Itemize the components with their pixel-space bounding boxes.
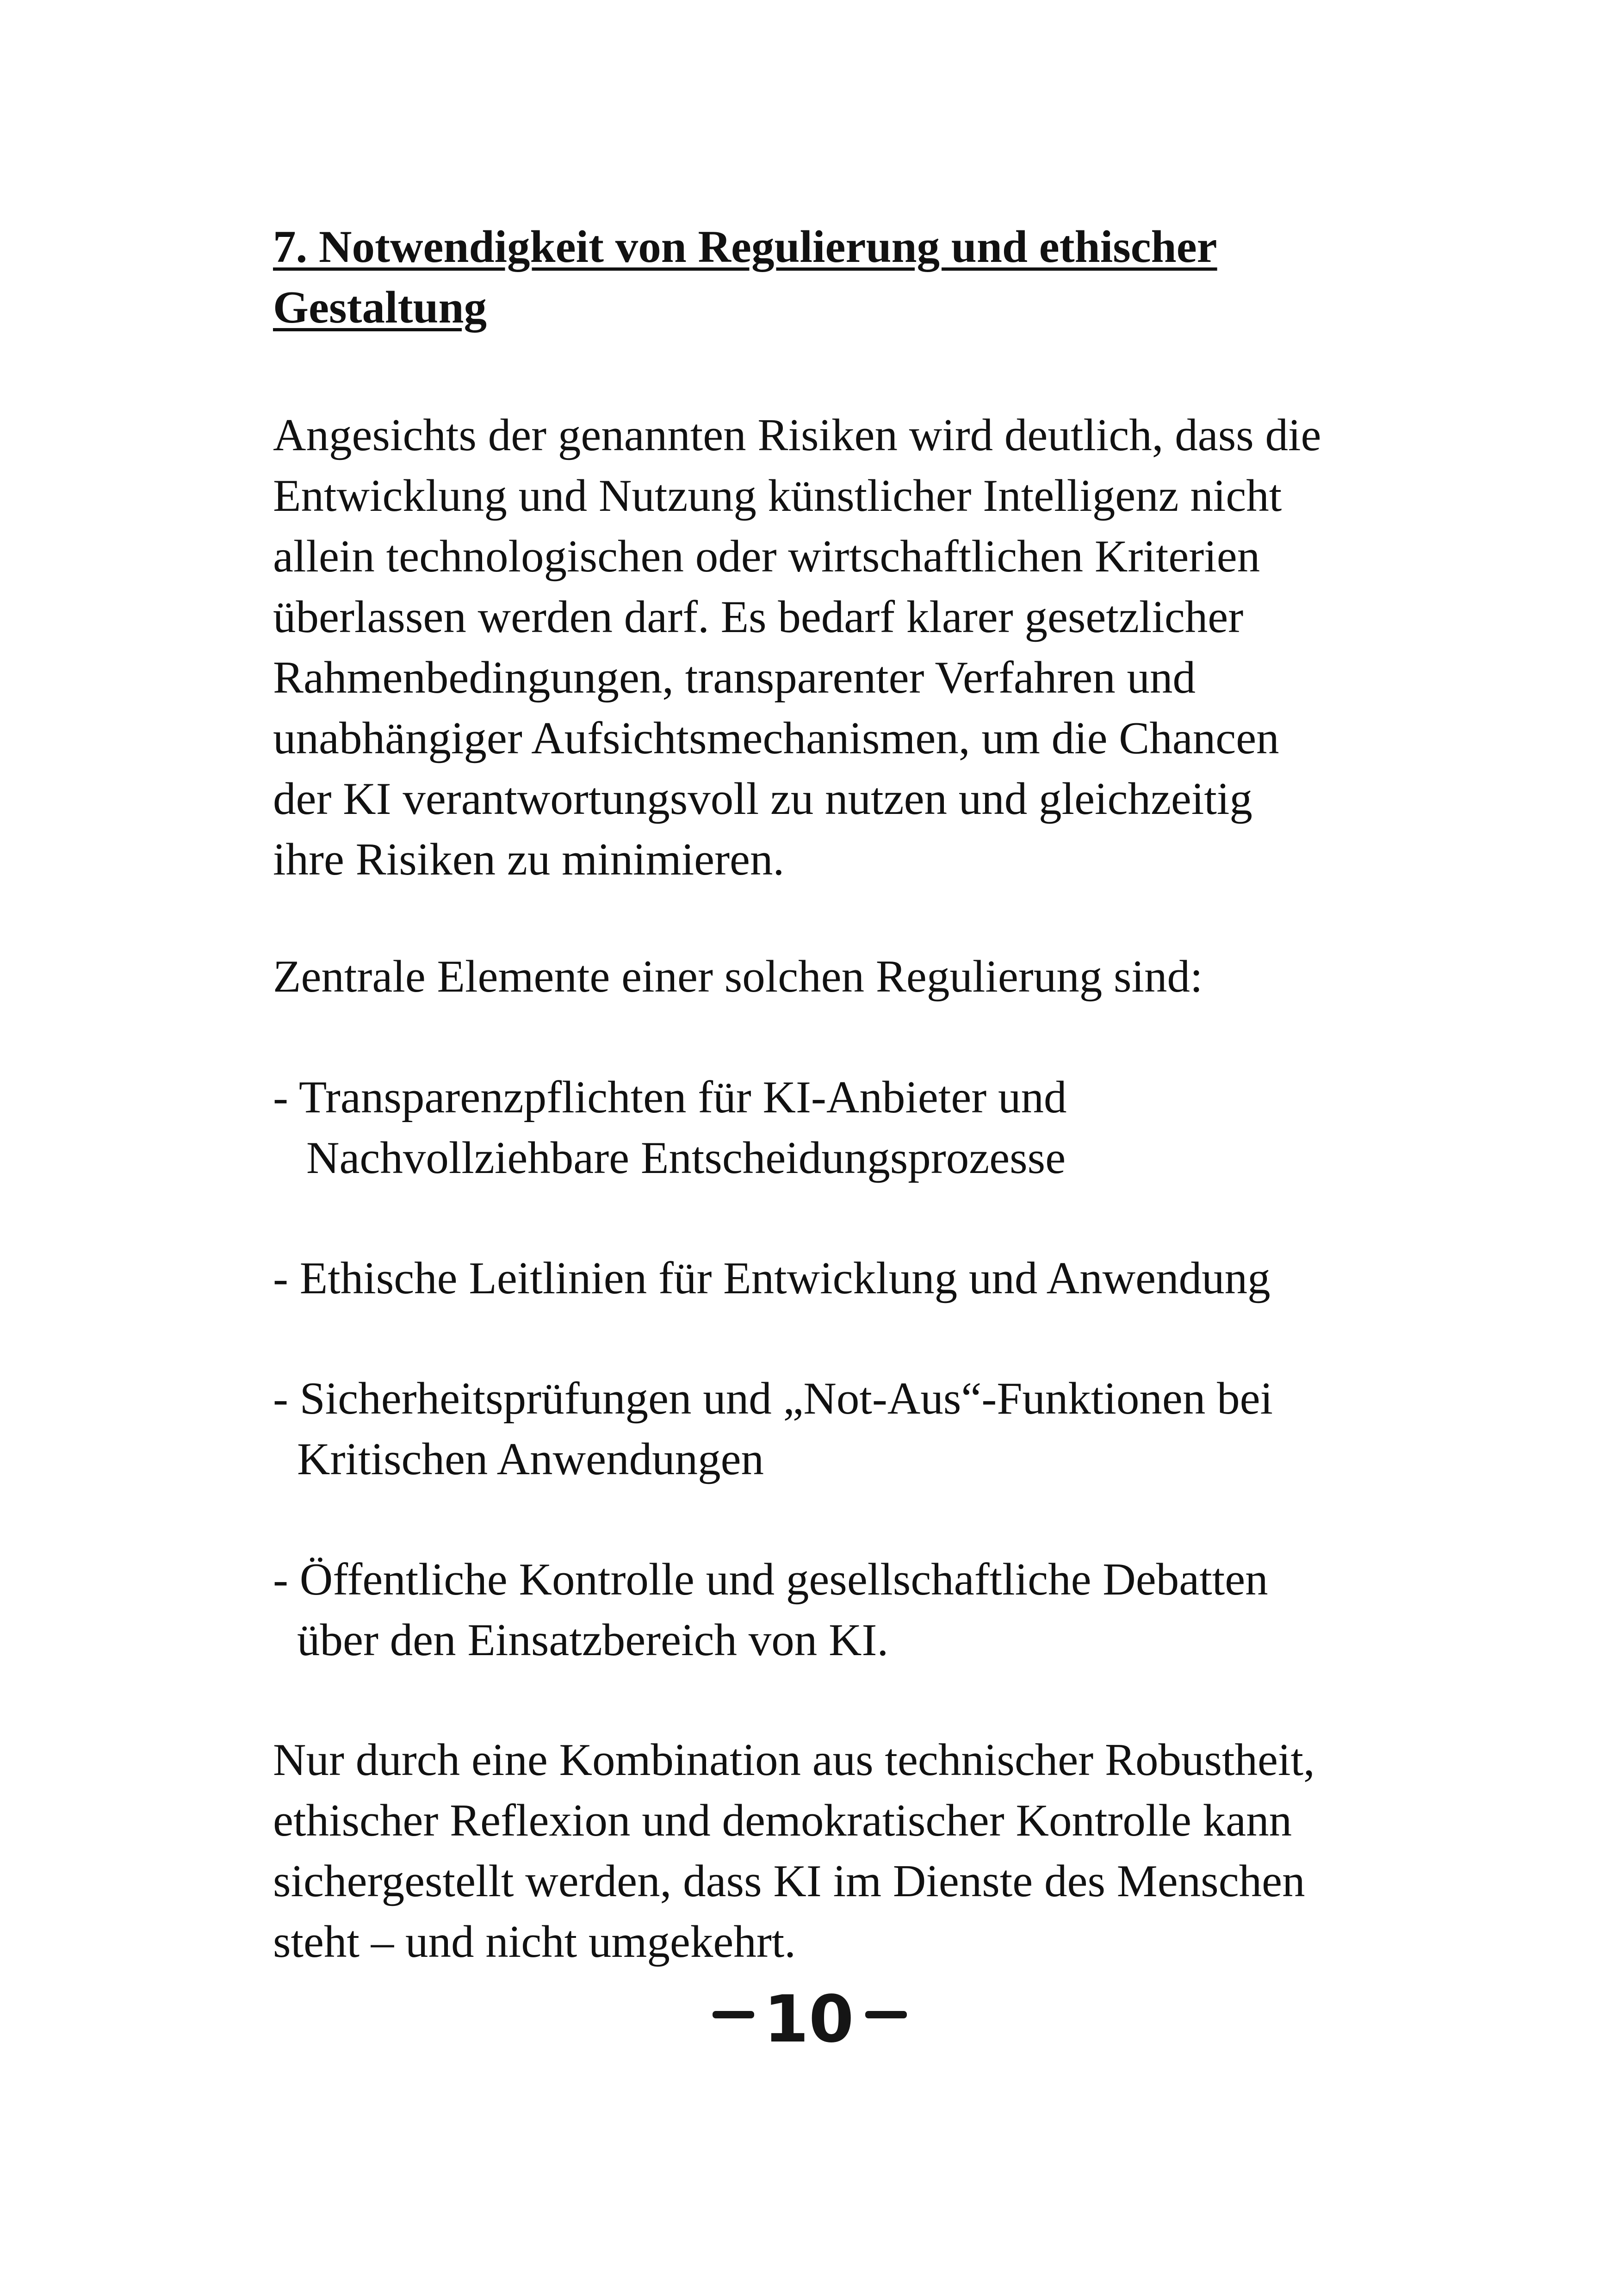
list-item-line: - Transparenzpflichten für KI-Anbieter und (273, 1072, 1067, 1123)
list-item (273, 1067, 1485, 1188)
text-line: Angesichts der genannten Risiken wird deutlich, dass die (273, 410, 1321, 460)
list-item-continuation: Nachvollziehbare Entscheidungsprozesse (306, 1133, 1066, 1183)
list-item (273, 1248, 1485, 1309)
text-line: Entwicklung und Nutzung künstlicher Intelligenz nicht (273, 471, 1282, 521)
list-item-continuation: Kritischen Anwendungen (297, 1434, 764, 1484)
text-line: überlassen werden darf. Es bedarf klarer gesetzlicher (273, 592, 1244, 642)
text-line: unabhängiger Aufsichtsmechanismen, um die Chancen (273, 713, 1279, 763)
list-item-line: - Ethische Leitlinien für Entwicklung und Anwendung (273, 1253, 1271, 1303)
heading-line: 7. Notwendigkeit von Regulierung und ethischer (273, 222, 1217, 272)
page-number-dash (865, 2011, 907, 2018)
conclusion-paragraph (273, 1730, 1485, 1972)
intro-paragraph (273, 405, 1485, 890)
heading-line: Gestaltung (273, 282, 487, 333)
section-heading (273, 217, 1430, 338)
list-item-continuation: über den Einsatzbereich von KI. (297, 1615, 889, 1665)
text-line: Zentrale Elemente einer solchen Regulierung sind: (273, 951, 1203, 1002)
text-line: steht – und nicht umgekehrt. (273, 1917, 796, 1967)
text-line: der KI verantwortungsvoll zu nutzen und gleichzeitig (273, 774, 1252, 824)
text-line: ihre Risiken zu minimieren. (273, 834, 785, 885)
text-line: sichergestellt werden, dass KI im Dienste des Menschen (273, 1856, 1305, 1906)
page-number-dash (713, 2011, 754, 2018)
list-intro (273, 946, 1485, 1007)
text-line: ethischer Reflexion und demokratischer Kontrolle kann (273, 1795, 1292, 1846)
list-item (273, 1549, 1485, 1670)
page-number (713, 1980, 907, 2054)
list-item-line: - Sicherheitsprüfungen und „Not-Aus“-Funktionen bei (273, 1373, 1273, 1424)
text-line: Rahmenbedingungen, transparenter Verfahren und (273, 652, 1196, 703)
list-item (273, 1368, 1485, 1489)
text-line: allein technologischen oder wirtschaftlichen Kriterien (273, 531, 1260, 582)
list-item-line: - Öffentliche Kontrolle und gesellschaftliche Debatten (273, 1554, 1268, 1605)
page-number-text: 10 (763, 1982, 854, 2054)
text-line: Nur durch eine Kombination aus technischer Robustheit, (273, 1735, 1315, 1785)
